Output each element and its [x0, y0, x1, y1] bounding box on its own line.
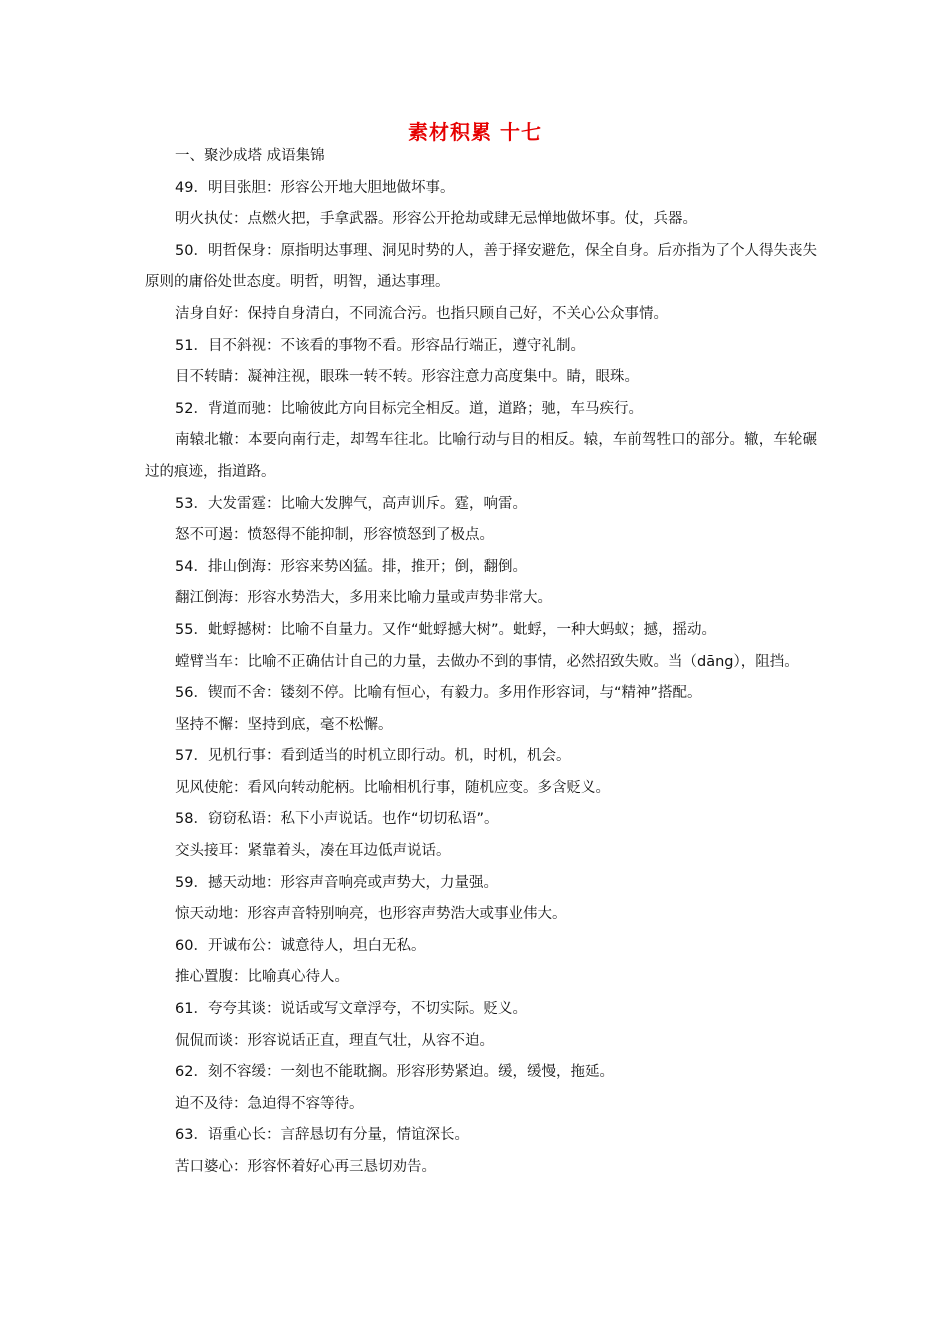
idiom-line: 南辕北辙：本要向南行走，却驾车往北。比喻行动与目的相反。辕，车前驾牲口的部分。辙，车轮碾过的痕迹，指道路。: [145, 432, 817, 480]
idiom-line: 怒不可遏：愤怒得不能抑制，形容愤怒到了极点。: [175, 527, 494, 544]
idiom-line: 苦口婆心：形容怀着好心再三恳切劝告。: [175, 1159, 436, 1175]
idiom-line: 52．背道而驰：比喻彼此方向目标完全相反。道，道路；驰，车马疾行。: [175, 400, 643, 417]
idiom-line: 交头接耳：紧靠着头，凑在耳边低声说话。: [175, 843, 451, 860]
idiom-list: [145, 141, 817, 1184]
idiom-line: 迫不及待：急迫得不容等待。: [175, 1095, 364, 1112]
idiom-line: 61．夸夸其谈：说话或写文章浮夸，不切实际。贬义。: [175, 1001, 527, 1018]
idiom-line: 翻江倒海：形容水势浩大，多用来比喻力量或声势非常大。: [175, 590, 552, 607]
idiom-line: 59．撼天动地：形容声音响亮或声势大，力量强。: [175, 874, 498, 891]
idiom-line: 54．排山倒海：形容来势凶猛。排，推开；倒，翻倒。: [175, 558, 527, 575]
idiom-line: 螳臂当车：比喻不正确估计自己的力量，去做办不到的事情，必然招致失败。当（dāng），阻挡。: [175, 653, 799, 670]
idiom-line: 62．刻不容缓：一刻也不能耽搁。形容形势紧迫。缓，缓慢，拖延。: [175, 1064, 614, 1081]
idiom-line: 57．见机行事：看到适当的时机立即行动。机，时机，机会。: [175, 748, 571, 765]
idiom-line: 目不转睛：凝神注视，眼珠一转不转。形容注意力高度集中。睛，眼珠。: [175, 369, 639, 386]
idiom-line: 洁身自好：保持自身清白，不同流合污。也指只顾自己好，不关心公众事情。: [175, 305, 668, 322]
idiom-line: 坚持不懈：坚持到底，毫不松懈。: [175, 716, 393, 733]
idiom-line: 60．开诚布公：诚意待人，坦白无私。: [175, 937, 426, 954]
page-title: 素材积累 十七: [408, 120, 542, 144]
idiom-line: 53．大发雷霆：比喻大发脾气，高声训斥。霆，响雷。: [175, 495, 527, 512]
idiom-line: 49．明目张胆：形容公开地大胆地做坏事。: [175, 179, 455, 196]
idiom-line: 见风使舵：看风向转动舵柄。比喻相机行事，随机应变。多含贬义。: [175, 779, 610, 796]
idiom-line: 58．窃窃私语：私下小声说话。也作“切切私语”。: [175, 811, 499, 828]
idiom-line: 惊天动地：形容声音特别响亮，也形容声势浩大或事业伟大。: [175, 906, 567, 923]
idiom-line: 51．目不斜视：不该看的事物不看。形容品行端正，遵守礼制。: [175, 337, 585, 354]
idiom-line: 55．蚍蜉撼树：比喻不自量力。又作“蚍蜉撼大树”。蚍蜉，一种大蚂蚁；撼，摇动。: [175, 621, 716, 638]
idiom-line: 侃侃而谈：形容说话正直，理直气壮，从容不迫。: [175, 1032, 494, 1049]
idiom-line: 63．语重心长：言辞恳切有分量，情谊深长。: [175, 1127, 469, 1144]
idiom-line: 推心置腹：比喻真心待人。: [175, 969, 349, 986]
idiom-line: 一、聚沙成塔 成语集锦: [175, 148, 325, 164]
idiom-line: 56．锲而不舍：镂刻不停。比喻有恒心，有毅力。多用作形容词，与“精神”搭配。: [175, 685, 702, 702]
idiom-line: 50．明哲保身：原指明达事理、洞见时势的人，善于择安避危，保全自身。后亦指为了个人得失丧失原则的庸俗处世态度。明哲，明智，通达事理。: [145, 242, 817, 291]
idiom-line: 明火执仗：点燃火把，手拿武器。形容公开抢劫或肆无忌惮地做坏事。仗，兵器。: [175, 211, 697, 228]
